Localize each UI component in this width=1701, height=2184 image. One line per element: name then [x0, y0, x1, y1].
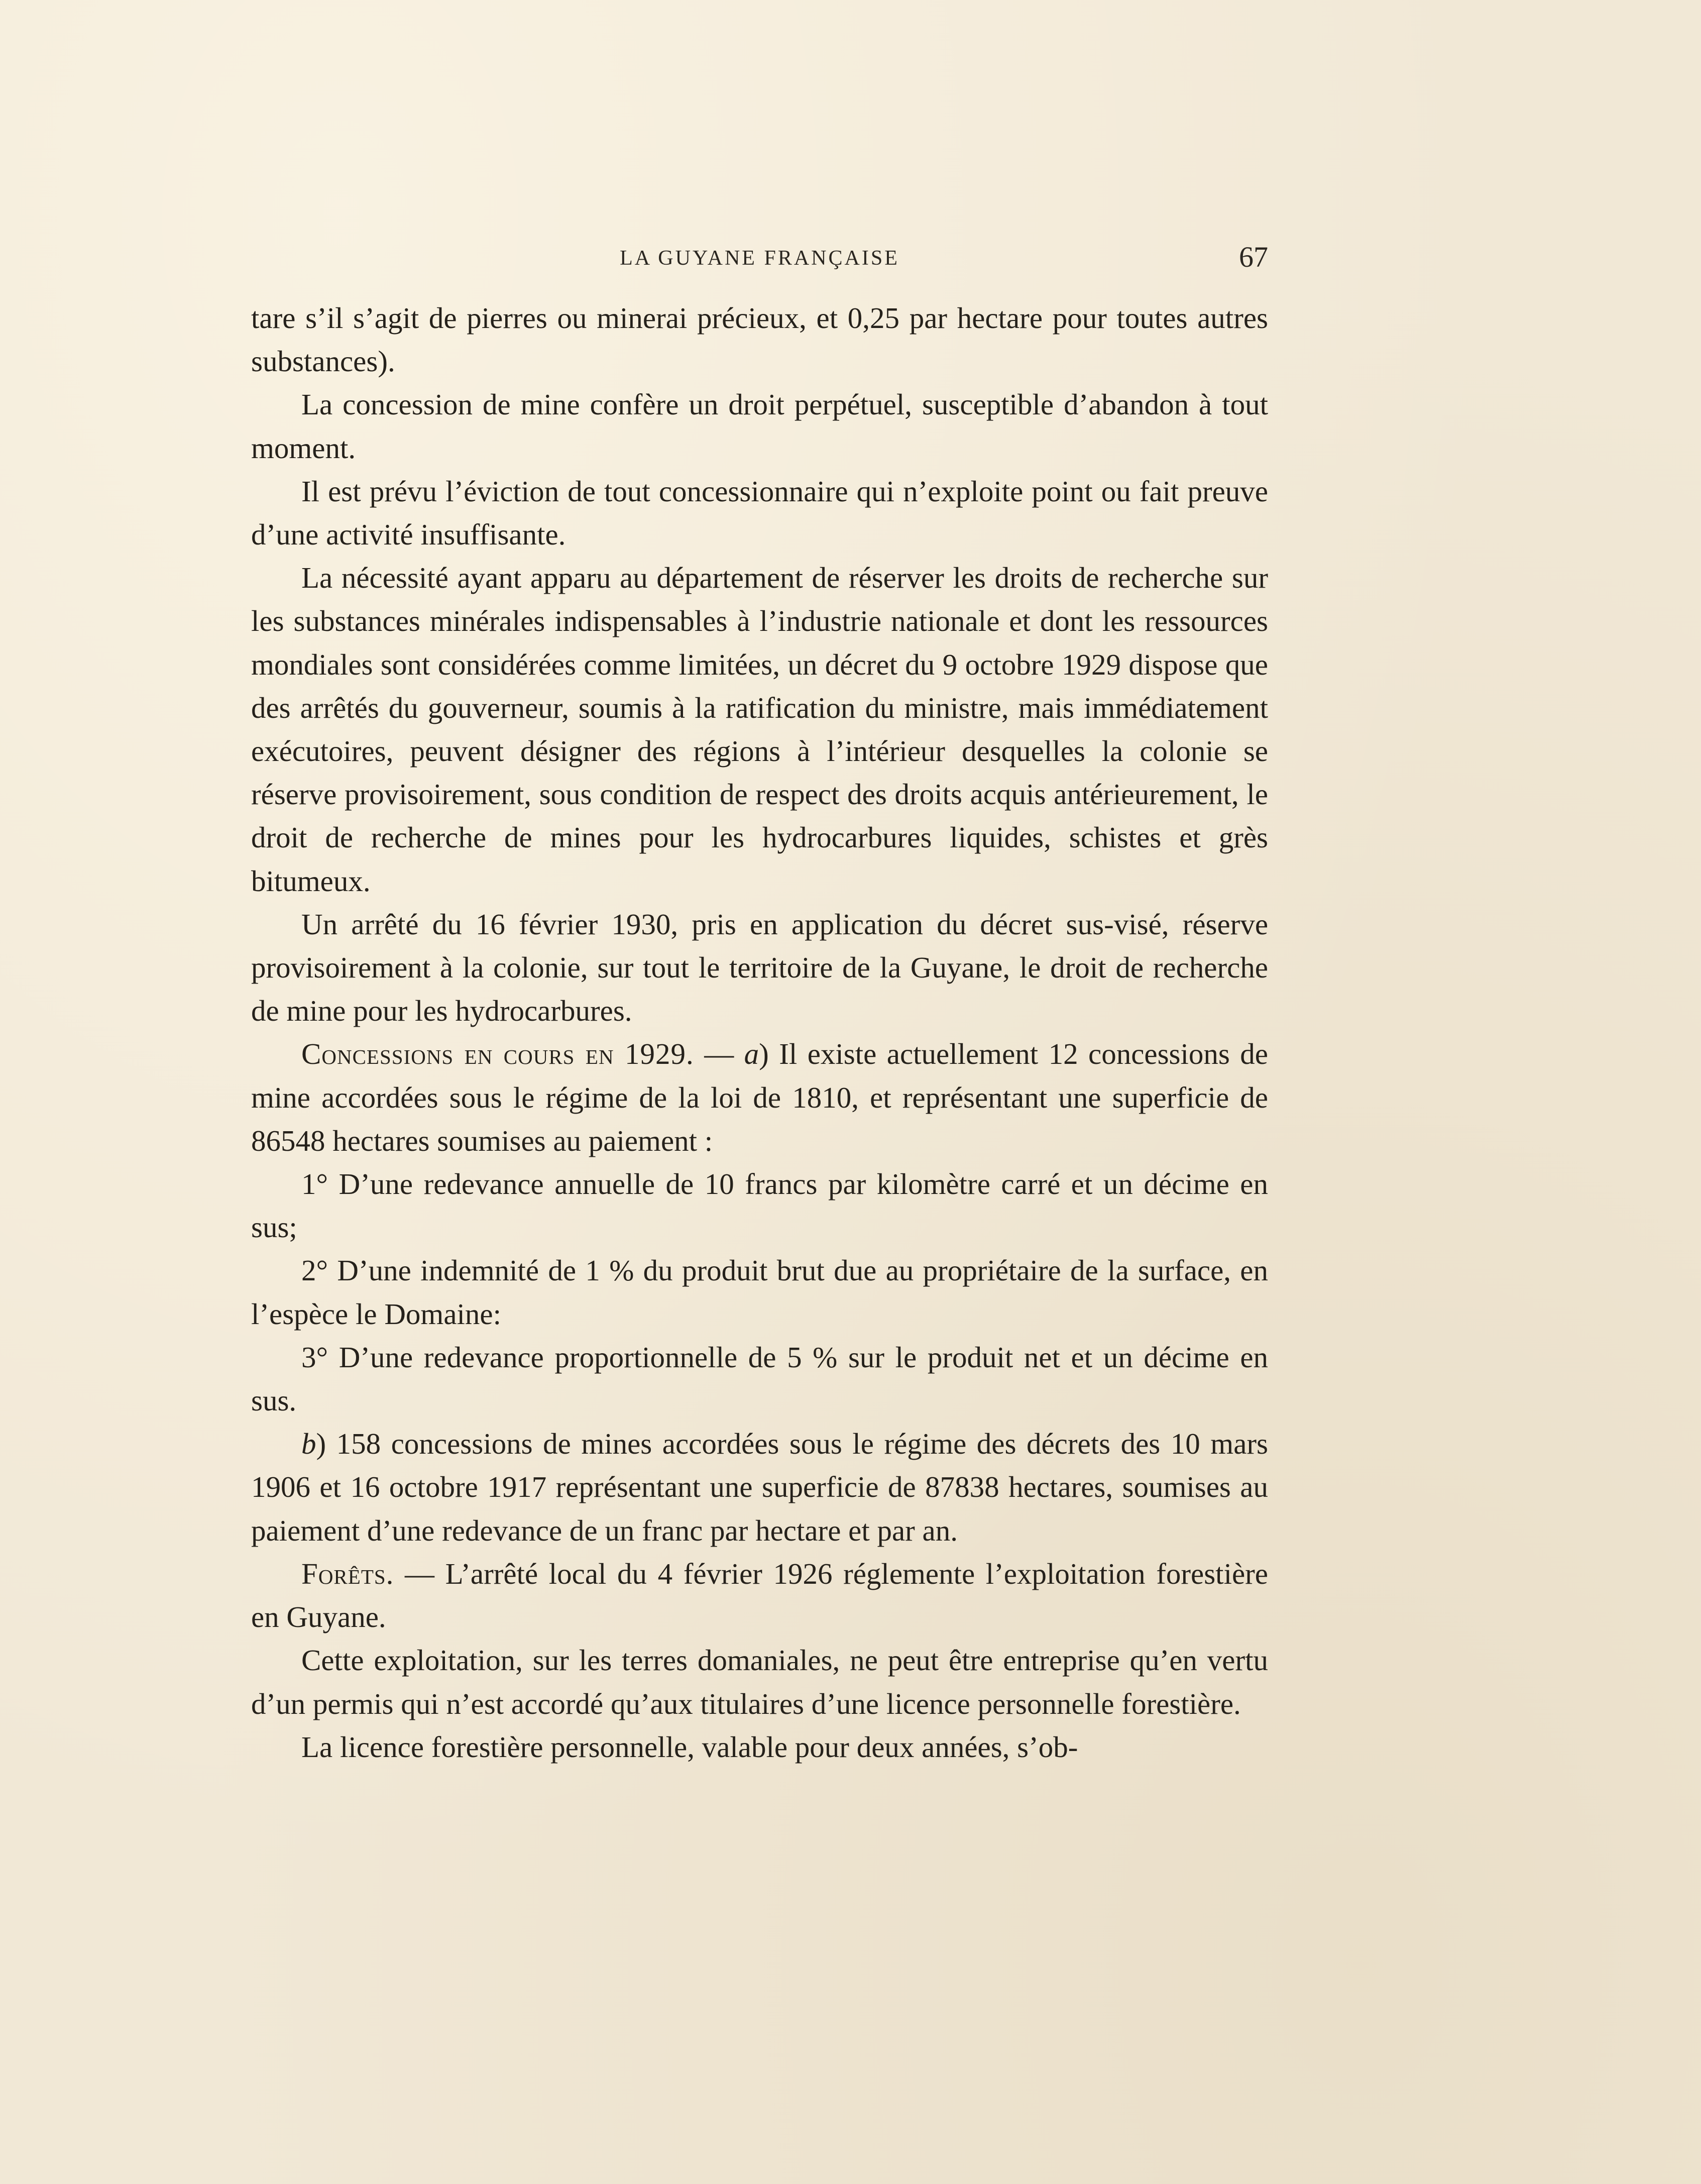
forets-dash: — — [394, 1557, 445, 1590]
body-text — [251, 296, 1268, 1769]
paragraph-forets — [251, 1552, 1268, 1639]
paragraph-eviction: Il est prévu l’éviction de tout concessionnaire qui n’exploite point ou fait preuve d’une activité insuffisante. — [251, 474, 1268, 552]
concessions-b-label: b — [301, 1427, 316, 1461]
paragraph-concessions-b — [251, 1422, 1268, 1552]
concessions-a-label: a — [744, 1037, 759, 1071]
paragraph-decree-1929: La nécessité ayant apparu au département de réserver les droits de recherche sur les substances minérales indispensables à l’industrie nationale et dont les ressources mondiales sont considérées comme limitées, un décret du 9 octobre 1929 dispose que des arrêtés du gouverneur, soumis à la ratification du ministre, mais immédiatement exécutoires, peuvent désigner des régions à l’intérieur desquelles la colonie se réserve provisoirement, sous condition de respect des droits acquis antérieurement, le droit de recherche de mines pour les hydrocarbures liquides, schistes et grès bitumeux. — [251, 561, 1268, 898]
concessions-dash: — — [694, 1037, 744, 1071]
list-item-redevance-annuelle: 1° D’une redevance annuelle de 10 francs par kilomètre carré et un décime en sus; — [251, 1167, 1268, 1244]
running-head — [251, 240, 1268, 280]
concessions-b-text: ) 158 concessions de mines accordées sous le régime des décrets des 10 mars 1906 et 16 octobre 1917 représentant une superficie de 87838 hectares, soumises au paiement d’une redevance de un franc par hectare et par an. — [251, 1427, 1268, 1547]
paragraph-concessions-a — [251, 1032, 1268, 1162]
forets-heading: Forêts. — [301, 1557, 394, 1590]
list-item-indemnite: 2° D’une indemnité de 1 % du produit brut due au propriétaire de la surface, en l’espèce le Domaine: — [251, 1254, 1268, 1331]
paragraph-exploitation-permis: Cette exploitation, sur les terres domaniales, ne peut être entreprise qu’en vertu d’un permis qui n’est accordé qu’aux titulaires d’une licence personnelle forestière. — [251, 1644, 1268, 1720]
concessions-a-text: ) Il existe actuellement 12 concessions de mine accordées sous le régime de la loi de 1810, et représentant une superficie de 86548 hectares soumises au paiement : — [251, 1037, 1268, 1157]
forets-text: L’arrêté local du 4 février 1926 réglemente l’exploitation forestière en Guyane. — [251, 1557, 1268, 1634]
page-number: 67 — [1239, 241, 1268, 273]
header-title: LA GUYANE FRANÇAISE — [620, 247, 899, 270]
paragraph-continuation: tare s’il s’agit de pierres ou minerai précieux, et 0,25 par hectare pour toutes autres substances). — [251, 301, 1268, 378]
list-item-redevance-proportionnelle: 3° D’une redevance proportionnelle de 5 % sur le produit net et un décime en sus. — [251, 1340, 1268, 1417]
paragraph-arrete-1930: Un arrêté du 16 février 1930, pris en application du décret sus-visé, réserve provisoirement à la colonie, sur tout le territoire de la Guyane, le droit de recherche de mine pour les hydrocarbures. — [251, 907, 1268, 1028]
paragraph-concession-right: La concession de mine confère un droit perpétuel, susceptible d’abandon à tout moment. — [251, 388, 1268, 465]
paragraph-licence-forestiere: La licence forestière personnelle, valable pour deux années, s’ob- — [301, 1730, 1078, 1764]
concessions-heading: Concessions en cours en 1929. — [301, 1037, 694, 1071]
